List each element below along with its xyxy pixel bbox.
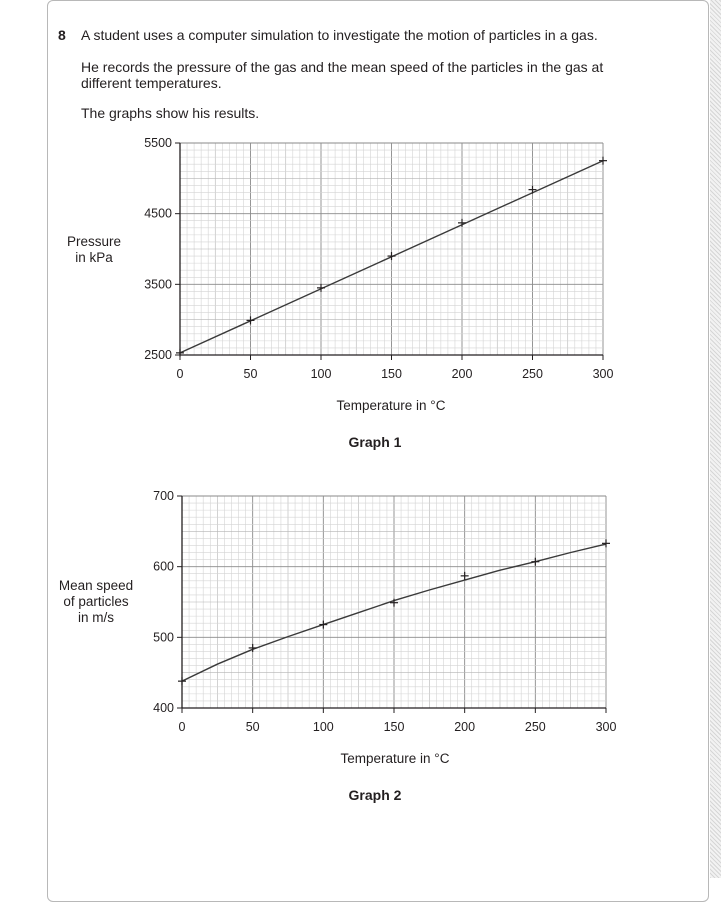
graph1-x-tick-label: 250 bbox=[522, 367, 543, 381]
graph1-data-point bbox=[247, 316, 255, 324]
graph1-plot bbox=[144, 136, 613, 381]
graph1-data-point bbox=[388, 252, 396, 260]
graph1-x-tick-label: 300 bbox=[592, 367, 614, 381]
graph2-x-tick-label: 200 bbox=[454, 720, 476, 734]
graph1-title: Graph 1 bbox=[348, 434, 402, 450]
graph1-x-tick-label: 200 bbox=[451, 367, 473, 381]
graph1-y-tick-label: 4500 bbox=[144, 206, 172, 221]
question-graphs-intro: The graphs show his results. bbox=[81, 105, 260, 121]
graph1-data-point bbox=[176, 349, 184, 357]
graph2-x-tick-label: 50 bbox=[245, 720, 260, 734]
graph2-x-tick-label: 100 bbox=[312, 720, 334, 734]
graph1-y-tick-label: 5500 bbox=[144, 136, 172, 150]
question-detail-line1: He records the pressure of the gas and the mean speed of the particles in the gas at bbox=[81, 59, 604, 75]
graph1-data-point bbox=[599, 157, 607, 165]
graph2-x-tick-label: 300 bbox=[595, 720, 617, 734]
graph2-data-point bbox=[602, 539, 610, 547]
graph1-x-tick-label: 100 bbox=[310, 367, 332, 381]
graph1-x-tick-label: 0 bbox=[176, 367, 184, 381]
graph2-ylabel-line3: in m/s bbox=[77, 610, 114, 625]
graph1-x-axis-label: Temperature in °C bbox=[336, 398, 446, 413]
graph1-y-tick-label: 2500 bbox=[144, 348, 172, 362]
graph2-data-point bbox=[319, 621, 327, 629]
graph2-y-tick-label: 600 bbox=[153, 559, 174, 574]
graph1-x-tick-label: 150 bbox=[381, 367, 402, 381]
graph2-y-tick-label: 400 bbox=[153, 701, 174, 715]
question-number: 8 bbox=[58, 27, 66, 43]
graph2-y-tick-label: 500 bbox=[153, 630, 174, 645]
question-detail-line2: different temperatures. bbox=[81, 75, 222, 91]
graph1-ylabel-line1: Pressure bbox=[66, 234, 122, 249]
graph2-data-point bbox=[178, 677, 186, 685]
graph2-x-tick-label: 0 bbox=[178, 720, 186, 734]
graph2-ylabel-line2: of particles bbox=[63, 594, 129, 609]
graph2-x-axis-label: Temperature in °C bbox=[340, 751, 450, 766]
graph2-ylabel-line1: Mean speed bbox=[58, 578, 134, 593]
graph2-data-point bbox=[531, 558, 539, 566]
graph2-plot bbox=[153, 489, 616, 734]
graph2-x-tick-label: 150 bbox=[383, 720, 405, 734]
graph1-ylabel-line2: in kPa bbox=[75, 250, 113, 265]
graph1-y-tick-label: 3500 bbox=[144, 277, 172, 292]
graph2-title: Graph 2 bbox=[348, 787, 402, 803]
graph1-x-tick-label: 50 bbox=[243, 367, 258, 381]
graph2-y-tick-label: 700 bbox=[153, 489, 174, 503]
graph2-x-tick-label: 250 bbox=[524, 720, 546, 734]
question-intro: A student uses a computer simulation to investigate the motion of particles in a gas. bbox=[81, 27, 598, 43]
